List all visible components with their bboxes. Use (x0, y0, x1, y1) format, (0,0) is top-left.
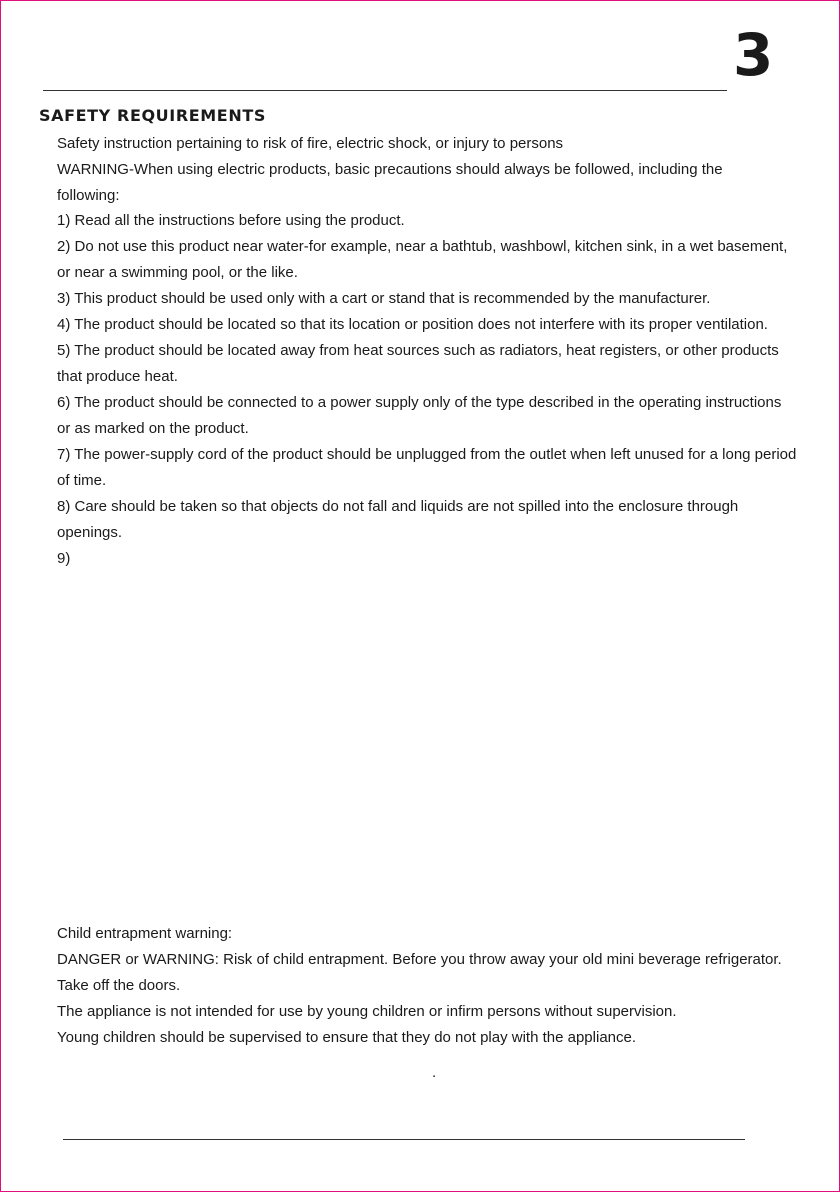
instruction-item-9: 9) (57, 550, 71, 567)
instruction-item-2: 2) Do not use this product near water-for example, near a bathtub, washbowl, kitchen sink, in a wet basement, or near a swimming pool, or the like. (57, 238, 788, 281)
instruction-item-4: 4) The product should be located so that its location or position does not interfere with its proper ventilation. (57, 316, 768, 333)
young-children-text: Young children should be supervised to ensure that they do not play with the appliance. (57, 1029, 637, 1046)
intro-line: Safety instruction pertaining to risk of fire, electric shock, or injury to persons (57, 135, 564, 152)
intro-block (57, 131, 787, 209)
child-entrapment-block (57, 921, 787, 1051)
instruction-item-1: 1) Read all the instructions before using the product. (57, 212, 405, 229)
instruction-item-5: 5) The product should be located away from heat sources such as radiators, heat registers, or other products that produce heat. (57, 342, 779, 385)
section-heading: SAFETY REQUIREMENTS (39, 106, 266, 125)
child-warning-title: Child entrapment warning: (57, 925, 233, 942)
footer-dot: . (432, 1064, 437, 1081)
warning-paragraph: WARNING-When using electric products, basic precautions should always be followed, including the following: (57, 161, 723, 204)
safety-instructions-list (57, 208, 797, 572)
footer-rule (63, 1139, 745, 1140)
child-danger-text: DANGER or WARNING: Risk of child entrapment. Before you throw away your old mini beverage refrigerator. Take off the doors. (57, 951, 782, 994)
instruction-item-6: 6) The product should be connected to a power supply only of the type described in the operating instructions or as marked on the product. (57, 394, 782, 437)
page-number: 3 (733, 21, 774, 89)
instruction-item-8: 8) Care should be taken so that objects do not fall and liquids are not spilled into the enclosure through openings. (57, 498, 739, 541)
instruction-item-7: 7) The power-supply cord of the product should be unplugged from the outlet when left unused for a long period of time. (57, 446, 797, 489)
header-rule (43, 90, 727, 91)
supervision-text: The appliance is not intended for use by young children or infirm persons without supervision. (57, 1003, 677, 1020)
instruction-item-3: 3) This product should be used only with a cart or stand that is recommended by the manufacturer. (57, 290, 711, 307)
